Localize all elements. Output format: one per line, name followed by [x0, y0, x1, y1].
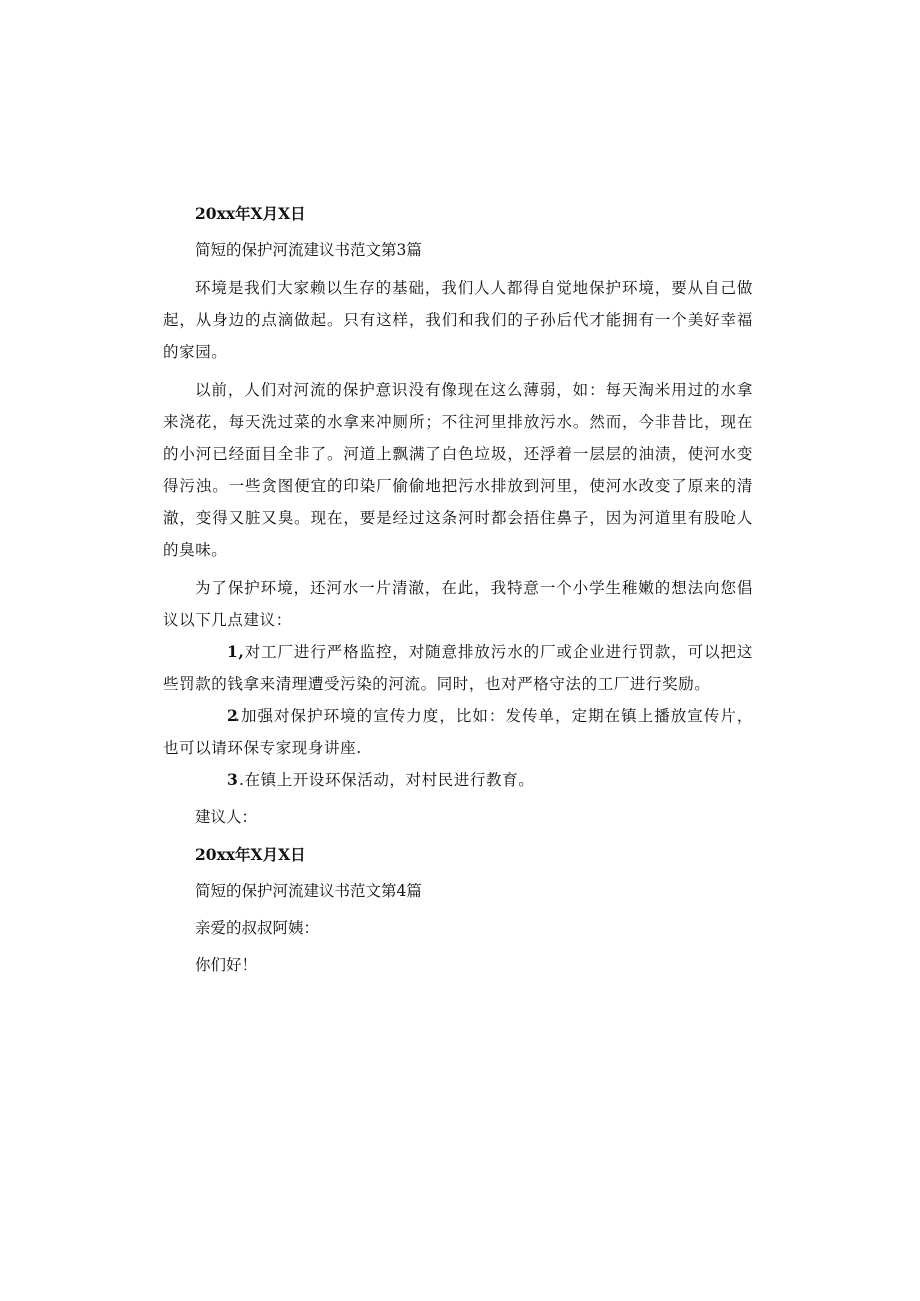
item-number-3: 3 — [227, 770, 239, 789]
greeting-line: 亲爱的叔叔阿姨： — [195, 919, 320, 937]
proposal-item-2 — [163, 700, 753, 764]
document-body — [163, 198, 753, 981]
date-line-1: 20xx年X月X日 — [195, 204, 306, 223]
item-text-2: .加强对保护环境的宣传力度，比如：发传单，定期在镇上播放宣传片，也可以请环保专家现身讲座. — [163, 707, 753, 757]
section-title-3: 简短的保护河流建议书范文第3篇 — [195, 241, 422, 259]
hello-line: 你们好！ — [195, 956, 258, 974]
section-title-4: 简短的保护河流建议书范文第4篇 — [195, 882, 422, 900]
item-number-1: 1, — [227, 642, 245, 661]
paragraph-environment: 环境是我们大家赖以生存的基础，我们人人都得自觉地保护环境，要从自己做起，从身边的点滴做起。只有这样，我们和我们的子孙后代才能拥有一个美好幸福的家园。 — [163, 279, 753, 361]
proposer-label: 建议人： — [195, 808, 258, 826]
item-text-3: .在镇上开设环保活动，对村民进行教育。 — [239, 771, 535, 789]
proposal-item-3 — [163, 764, 753, 796]
paragraph-past-and-present: 以前，人们对河流的保护意识没有像现在这么薄弱，如：每天淘米用过的水拿来浇花，每天洗过菜的水拿来冲厕所；不往河里排放污水。然而，今非昔比，现在的小河已经面目全非了。河道上飘满了白色垃圾，还浮着一层层的油渍，使河水变得污浊。一些贪图便宜的印染厂偷偷地把污水排放到河里，使河水改变了原来的清澈，变得又脏又臭。现在，要是经过这条河时都会捂住鼻子，因为河道里有股呛人的臭味。 — [163, 381, 753, 559]
item-text-1: 对工厂进行严格监控，对随意排放污水的厂或企业进行罚款，可以把这些罚款的钱拿来清理遭受污染的河流。同时，也对严格守法的工厂进行奖励。 — [163, 643, 753, 693]
date-line-2: 20xx年X月X日 — [195, 845, 306, 864]
item-number-2: 2 — [227, 706, 239, 725]
proposal-item-1 — [163, 636, 753, 700]
paragraph-proposal-intro: 为了保护环境，还河水一片清澈，在此，我特意一个小学生稚嫩的想法向您倡议以下几点建议： — [163, 579, 753, 629]
